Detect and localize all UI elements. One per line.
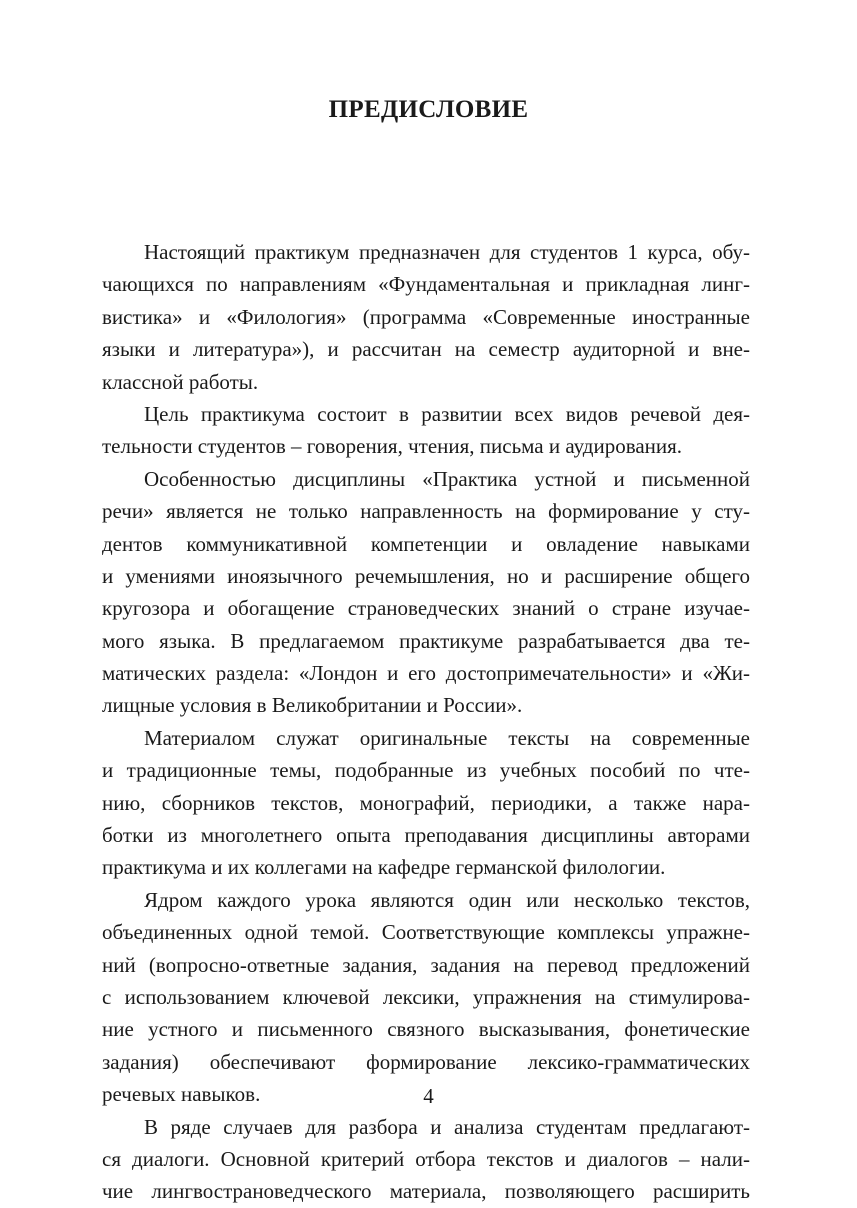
text-line: тельности студентов – говорения, чтения, письма и аудирования. [102, 434, 683, 459]
paragraph [102, 722, 750, 884]
text-line: вистика» и «Филология» (программа «Современные иностранные [102, 304, 750, 329]
text-line: чающихся по направлениям «Фундаментальная и прикладная линг- [102, 272, 750, 297]
page-title: ПРЕДИСЛОВИЕ [328, 96, 529, 123]
text-line: Материалом служат оригинальные тексты на современные [144, 725, 750, 750]
text-line: объединенных одной темой. Соответствующие комплексы упражне- [102, 920, 750, 945]
text-line: с использованием ключевой лексики, упражнения на стимулирова- [102, 984, 750, 1009]
text-line: мого языка. В предлагаемом практикуме разрабатывается два те- [102, 628, 750, 653]
text-line: лищные условия в Великобритании и России». [102, 693, 523, 718]
page-number: 4 [423, 1084, 434, 1108]
text-line: речи» является не только направленность на формирование у сту- [102, 499, 750, 524]
text-line: ний (вопросно-ответные задания, задания на перевод предложений [102, 952, 750, 977]
text-line: Настоящий практикум предназначен для студентов 1 курса, обу- [144, 240, 750, 264]
text-line: задания) обеспечивают формирование лексико-грамматических [102, 1049, 750, 1074]
paragraph [102, 236, 750, 398]
text-line: языки и литература»), и рассчитан на семестр аудиторной и вне- [102, 337, 750, 362]
paragraph [102, 1111, 750, 1208]
text-line: Ядром каждого урока являются один или несколько текстов, [144, 887, 750, 912]
text-line: чие лингвострановедческого материала, позволяющего расширить [102, 1179, 750, 1204]
text-line: Цель практикума состоит в развитии всех видов речевой дея- [144, 401, 750, 426]
text-line: кругозора и обогащение страноведческих знаний о стране изучае- [102, 596, 750, 621]
paragraph [102, 398, 750, 463]
text-line: речевых навыков. [102, 1082, 261, 1107]
text-line: нию, сборников текстов, монографий, периодики, а также нара- [102, 790, 750, 815]
text-line: ние устного и письменного связного высказывания, фонетические [102, 1017, 750, 1042]
text-line: дентов коммуникативной компетенции и овладение навыками [102, 531, 750, 556]
text-line: Особенностью дисциплины «Практика устной и письменной [144, 466, 750, 491]
text-line: практикума и их коллегами на кафедре германской филологии. [102, 855, 666, 880]
text-line: ботки из многолетнего опыта преподавания дисциплины авторами [102, 823, 750, 848]
text-line: ся диалоги. Основной критерий отбора текстов и диалогов – нали- [102, 1146, 750, 1171]
text-line: классной работы. [102, 369, 259, 394]
text-line: и умениями иноязычного речемышления, но и расширение общего [102, 563, 750, 588]
paragraph [102, 884, 750, 1111]
text-line: В ряде случаев для разбора и анализа студентам предлагают- [144, 1114, 750, 1139]
text-line: матических раздела: «Лондон и его достопримечательности» и «Жи- [102, 661, 750, 686]
text-line: и традиционные темы, подобранные из учебных пособий по чте- [102, 758, 750, 783]
paragraph [102, 463, 750, 722]
body-text [102, 236, 750, 1208]
